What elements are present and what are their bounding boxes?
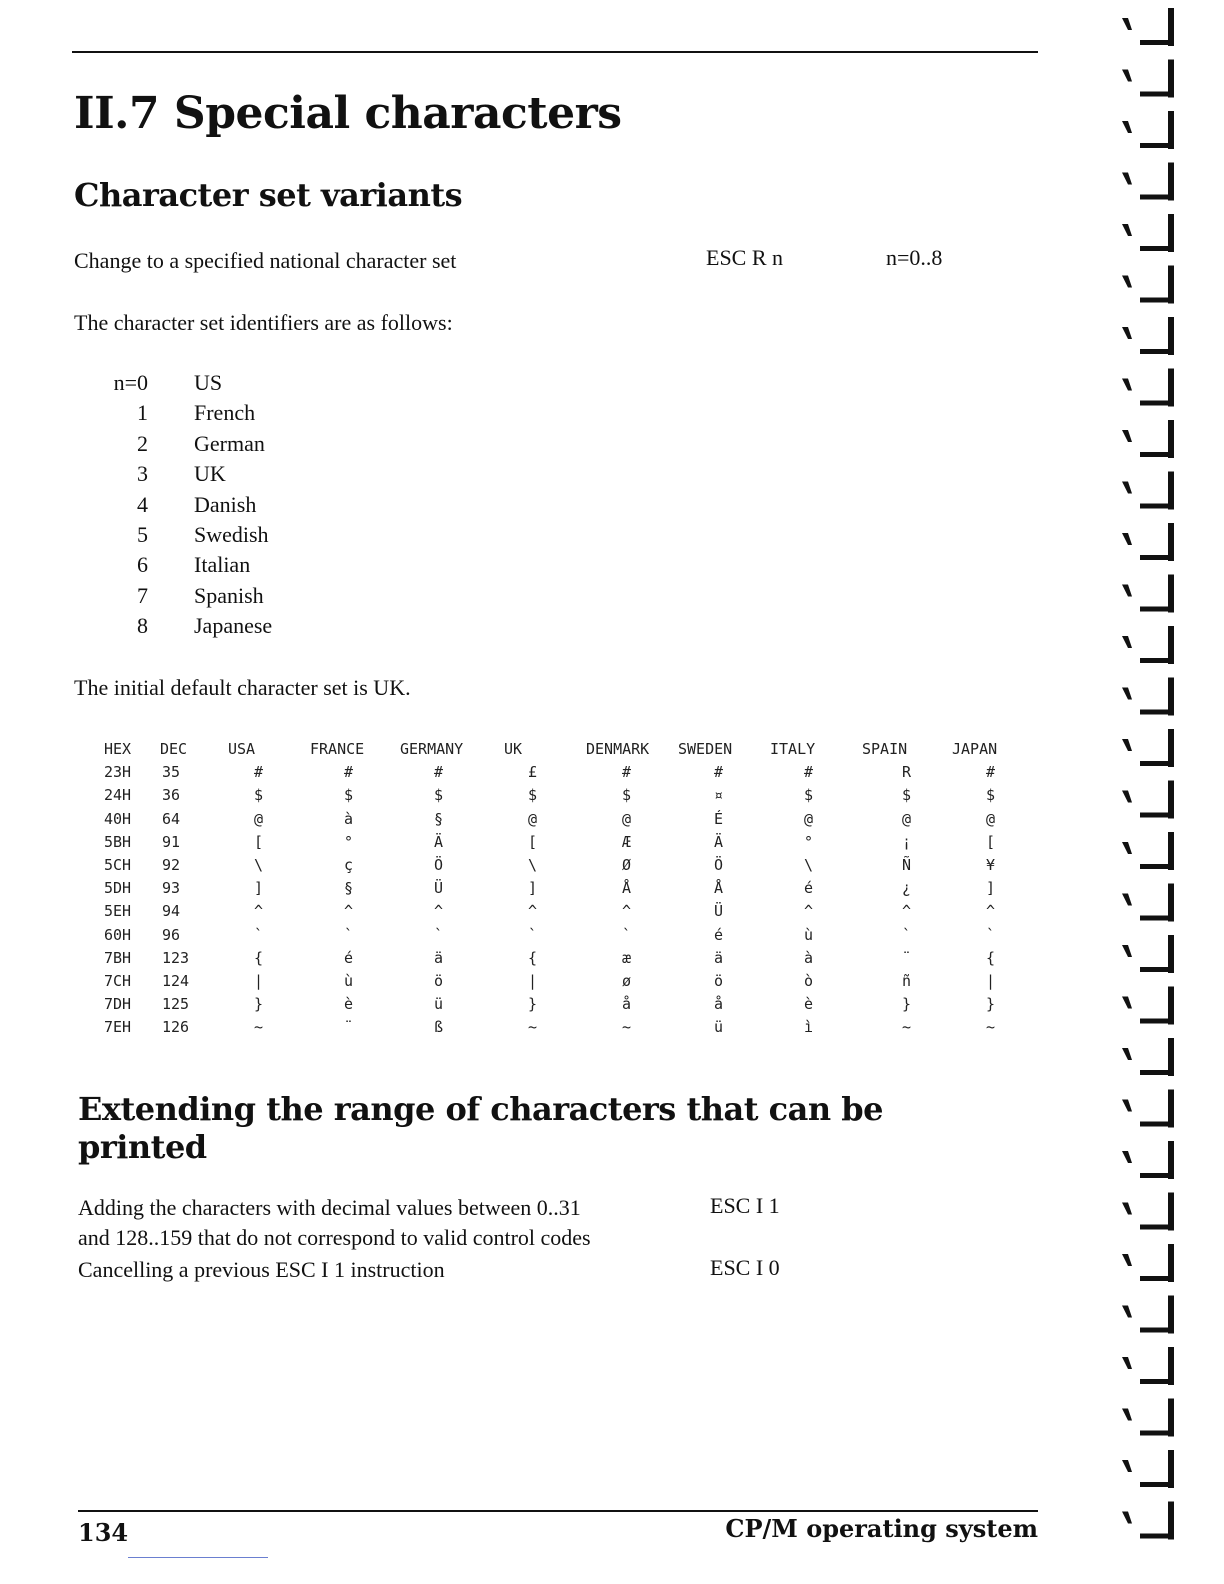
charset-char-cell: ç — [344, 855, 354, 874]
charset-char-cell: è — [804, 995, 814, 1014]
binding-tab-mark — [1122, 163, 1174, 201]
extend-command-off: ESC I 0 — [710, 1255, 780, 1280]
identifier-name: French — [194, 400, 256, 426]
identifier-number: 6 — [137, 552, 148, 578]
extend-command-on: ESC I 1 — [710, 1193, 780, 1218]
binding-tab-mark — [1122, 523, 1174, 561]
charset-column-header: DEC — [160, 740, 188, 758]
identifiers-intro: The character set identifiers are as follows: — [74, 310, 453, 335]
charset-char-cell: ^ — [902, 902, 912, 921]
identifier-number: n=0 — [113, 370, 148, 395]
charset-char-cell: # — [714, 763, 724, 782]
charset-char-cell: ü — [714, 1018, 724, 1037]
charset-char-cell: $ — [254, 786, 264, 805]
binding-tab-mark — [1122, 626, 1174, 664]
charset-char-cell: { — [986, 948, 996, 967]
charset-hex-cell: 40H — [104, 809, 132, 828]
charset-char-cell: ~ — [528, 1018, 538, 1037]
charset-char-cell: Å — [714, 879, 724, 898]
charset-hex-cell: 7EH — [104, 1018, 132, 1037]
charset-column-header: SPAIN — [862, 740, 908, 758]
change-charset-text: Change to a specified national character set — [74, 248, 457, 273]
charset-char-cell: ñ — [902, 971, 912, 990]
charset-char-cell: [ — [528, 832, 538, 851]
charset-char-cell: ` — [434, 925, 444, 944]
charset-char-cell: ö — [714, 971, 724, 990]
identifier-name: Japanese — [194, 613, 273, 639]
charset-char-cell: Ü — [434, 879, 444, 898]
charset-char-cell: [ — [986, 832, 996, 851]
charset-char-cell: Ö — [714, 855, 724, 874]
bottom-rule — [78, 1510, 1038, 1512]
charset-hex-cell: 23H — [104, 763, 132, 782]
identifier-name: US — [194, 370, 223, 395]
charset-char-cell: ù — [344, 971, 354, 990]
charset-char-cell: \ — [254, 855, 264, 874]
change-charset-command: ESC R n — [706, 245, 784, 270]
charset-char-cell: $ — [528, 786, 538, 805]
binding-tab-mark — [1122, 1038, 1174, 1076]
charset-char-cell: ¡ — [902, 832, 912, 851]
charset-char-cell: Ü — [714, 902, 724, 921]
charset-char-cell: ^ — [434, 902, 444, 921]
section-title-character-set-variants: Character set variants — [74, 176, 463, 214]
charset-char-cell: ° — [344, 832, 354, 851]
charset-char-cell: } — [254, 995, 264, 1014]
identifier-name: Italian — [194, 552, 251, 578]
charset-column-header: JAPAN — [952, 740, 998, 758]
binding-tab-mark — [1122, 832, 1174, 870]
charset-dec-cell: 124 — [162, 971, 190, 990]
charset-char-cell: { — [528, 948, 538, 967]
binding-tab-mark — [1122, 317, 1174, 355]
charset-hex-cell: 60H — [104, 925, 132, 944]
charset-char-cell: Ö — [434, 855, 444, 874]
page-number: 134 — [78, 1518, 129, 1547]
charset-char-cell: £ — [528, 763, 538, 782]
charset-char-cell: ü — [434, 995, 444, 1014]
binding-tab-mark — [1122, 369, 1174, 407]
charset-column-header: DENMARK — [586, 740, 650, 758]
charset-column-header: UK — [504, 740, 523, 758]
charset-char-cell: ¨ — [902, 948, 912, 967]
cancel-description: Cancelling a previous ESC I 1 instruction — [78, 1257, 445, 1282]
charset-char-cell: ~ — [254, 1018, 264, 1037]
charset-column-header: USA — [228, 740, 256, 758]
charset-char-cell: é — [804, 879, 814, 898]
identifier-number: 8 — [137, 613, 148, 639]
charset-hex-cell: 7BH — [104, 948, 132, 967]
binding-tab-mark — [1122, 1141, 1174, 1179]
binding-tab-mark — [1122, 729, 1174, 767]
charset-char-cell: @ — [622, 809, 632, 828]
binding-tab-mark — [1122, 935, 1174, 973]
charset-char-cell: è — [344, 995, 354, 1014]
charset-dec-cell: 92 — [162, 855, 181, 874]
charset-char-cell: ` — [528, 925, 538, 944]
identifier-name: Swedish — [194, 521, 269, 547]
binding-tab-mark — [1122, 678, 1174, 716]
charset-char-cell: ~ — [902, 1018, 912, 1037]
identifier-name: German — [194, 430, 265, 456]
identifier-number: 4 — [137, 491, 148, 517]
charset-char-cell: ^ — [622, 902, 632, 921]
charset-char-cell: $ — [622, 786, 632, 805]
charset-char-cell: \ — [804, 855, 814, 874]
charset-char-cell: ° — [804, 832, 814, 851]
charset-hex-cell: 7CH — [104, 971, 132, 990]
charset-char-cell: à — [804, 948, 814, 967]
binding-tab-mark — [1122, 266, 1174, 304]
charset-char-cell: Æ — [622, 832, 632, 851]
binding-tab-mark — [1122, 987, 1174, 1025]
charset-char-cell: # — [434, 763, 444, 782]
page-heading: II.7 Special characters — [74, 88, 622, 139]
charset-char-cell: ] — [986, 879, 996, 898]
extend-description-line-2: and 128..159 that do not correspond to valid control codes — [78, 1225, 591, 1250]
binding-tab-mark — [1122, 1193, 1174, 1231]
charset-char-cell: ^ — [344, 902, 354, 921]
charset-char-cell: ø — [622, 971, 632, 990]
charset-dec-cell: 64 — [162, 809, 181, 828]
charset-char-cell: ä — [434, 948, 444, 967]
charset-char-cell: $ — [344, 786, 354, 805]
charset-char-cell: à — [344, 809, 354, 828]
charset-char-cell: ä — [714, 948, 724, 967]
charset-dec-cell: 35 — [162, 763, 181, 782]
charset-char-cell: ^ — [804, 902, 814, 921]
binding-tab-strip — [1118, 0, 1178, 1584]
binding-tab-mark — [1122, 1399, 1174, 1437]
change-charset-range: n=0..8 — [886, 245, 943, 270]
charset-char-cell: } — [528, 995, 538, 1014]
charset-char-cell: } — [902, 995, 912, 1014]
binding-tab-mark — [1122, 214, 1174, 252]
charset-char-cell: # — [622, 763, 632, 782]
charset-char-cell: ¨ — [344, 1018, 354, 1037]
charset-char-cell: @ — [986, 809, 996, 828]
charset-char-cell: Å — [622, 879, 632, 898]
identifier-name: UK — [194, 461, 226, 487]
identifier-number: 1 — [137, 400, 148, 426]
running-footer-title: CP/M operating system — [725, 1514, 1038, 1543]
charset-char-cell: ~ — [622, 1018, 632, 1037]
charset-dec-cell: 91 — [162, 832, 181, 851]
charset-dec-cell: 94 — [162, 902, 181, 921]
charset-dec-cell: 123 — [162, 948, 190, 967]
charset-char-cell: å — [714, 995, 724, 1014]
charset-char-cell: $ — [902, 786, 912, 805]
identifier-name: Spanish — [194, 582, 264, 608]
charset-char-cell: ] — [528, 879, 538, 898]
charset-char-cell: [ — [254, 832, 264, 851]
binding-tab-mark — [1122, 575, 1174, 613]
charset-char-cell: ` — [344, 925, 354, 944]
charset-char-cell: ì — [804, 1018, 814, 1037]
charset-char-cell: ö — [434, 971, 444, 990]
binding-tab-mark — [1122, 1296, 1174, 1334]
charset-char-cell: # — [804, 763, 814, 782]
charset-char-cell: ~ — [986, 1018, 996, 1037]
identifier-number: 2 — [137, 430, 148, 456]
binding-tab-mark — [1122, 1347, 1174, 1385]
binding-tab-mark — [1122, 781, 1174, 819]
charset-char-cell: ` — [986, 925, 996, 944]
charset-char-cell: { — [254, 948, 264, 967]
charset-char-cell: Ä — [714, 832, 724, 851]
charset-char-cell: ù — [804, 925, 814, 944]
binding-tab-mark — [1122, 60, 1174, 98]
charset-char-cell: \ — [528, 855, 538, 874]
charset-char-cell: | — [528, 971, 538, 990]
charset-char-cell: Ä — [434, 832, 444, 851]
binding-tab-mark — [1122, 1450, 1174, 1488]
footer-underline — [128, 1557, 268, 1558]
charset-char-cell: R — [902, 763, 912, 782]
charset-char-cell: @ — [254, 809, 264, 828]
charset-char-cell: ß — [434, 1018, 444, 1037]
charset-char-cell: é — [714, 925, 724, 944]
charset-char-cell: é — [344, 948, 354, 967]
binding-tab-mark — [1122, 1502, 1174, 1540]
charset-char-cell: | — [986, 971, 996, 990]
section-title-extending-range: Extending the range of characters that can be printed — [78, 1090, 883, 1166]
identifier-number: 5 — [137, 521, 148, 547]
charset-char-cell: | — [254, 971, 264, 990]
charset-char-cell: $ — [986, 786, 996, 805]
top-rule — [72, 51, 1038, 53]
charset-char-cell: # — [254, 763, 264, 782]
charset-char-cell: ` — [622, 925, 632, 944]
charset-dec-cell: 93 — [162, 879, 181, 898]
charset-hex-cell: 5CH — [104, 855, 132, 874]
charset-char-cell: ¥ — [986, 855, 996, 874]
charset-column-header: HEX — [104, 740, 132, 758]
charset-char-cell: @ — [902, 809, 912, 828]
binding-tab-mark — [1122, 884, 1174, 922]
charset-hex-cell: 5BH — [104, 832, 132, 851]
charset-char-cell: ^ — [986, 902, 996, 921]
extend-description-line-1: Adding the characters with decimal values between 0..31 — [78, 1195, 581, 1220]
identifier-name: Danish — [194, 491, 257, 517]
charset-dec-cell: 125 — [162, 995, 190, 1014]
charset-char-cell: § — [434, 809, 444, 828]
charset-char-cell: # — [986, 763, 996, 782]
charset-char-cell: @ — [528, 809, 538, 828]
charset-char-cell: } — [986, 995, 996, 1014]
charset-char-cell: Ñ — [902, 855, 912, 874]
charset-char-cell: æ — [622, 948, 632, 967]
charset-char-cell: å — [622, 995, 632, 1014]
charset-char-cell: ` — [254, 925, 264, 944]
charset-char-cell: $ — [434, 786, 444, 805]
charset-dec-cell: 126 — [162, 1018, 190, 1037]
charset-char-cell: § — [344, 879, 354, 898]
charset-column-header: FRANCE — [310, 740, 365, 758]
charset-char-cell: # — [344, 763, 354, 782]
charset-hex-cell: 24H — [104, 786, 132, 805]
identifier-number: 7 — [137, 582, 148, 608]
charset-column-header: SWEDEN — [678, 740, 733, 758]
charset-char-cell: ] — [254, 879, 264, 898]
charset-dec-cell: 36 — [162, 786, 181, 805]
charset-char-cell: Ø — [622, 855, 632, 874]
binding-tab-mark — [1122, 1244, 1174, 1282]
charset-hex-cell: 7DH — [104, 995, 132, 1014]
charset-char-cell: ¿ — [902, 879, 912, 898]
default-charset-text: The initial default character set is UK. — [74, 675, 411, 700]
charset-char-cell: ^ — [254, 902, 264, 921]
binding-tab-mark — [1122, 472, 1174, 510]
charset-column-header: ITALY — [770, 740, 816, 758]
charset-column-header: GERMANY — [400, 740, 464, 758]
charset-dec-cell: 96 — [162, 925, 181, 944]
charset-hex-cell: 5EH — [104, 902, 132, 921]
charset-char-cell: ` — [902, 925, 912, 944]
charset-char-cell: ¤ — [714, 786, 724, 805]
binding-tab-mark — [1122, 8, 1174, 46]
charset-char-cell: É — [714, 809, 724, 828]
identifier-number: 3 — [137, 461, 148, 487]
binding-tab-mark — [1122, 420, 1174, 458]
charset-char-cell: ^ — [528, 902, 538, 921]
charset-char-cell: @ — [804, 809, 814, 828]
charset-hex-cell: 5DH — [104, 879, 132, 898]
binding-tab-mark — [1122, 111, 1174, 149]
charset-char-cell: $ — [804, 786, 814, 805]
binding-tab-mark — [1122, 1090, 1174, 1128]
charset-char-cell: ò — [804, 971, 814, 990]
